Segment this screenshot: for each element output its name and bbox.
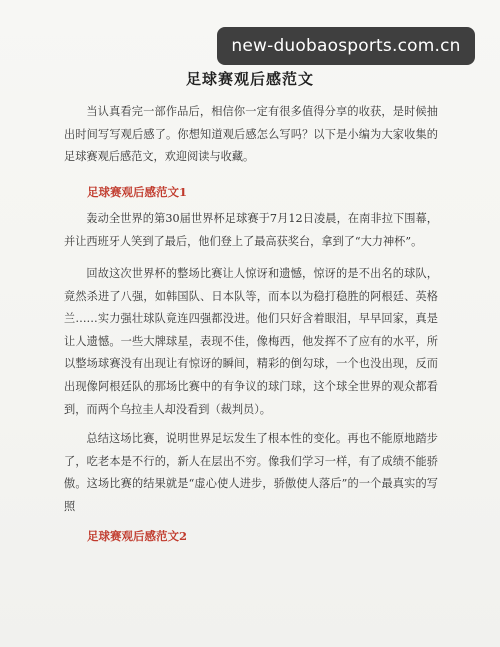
section-1-paragraph-1: 轰动全世界的第30届世界杯足球赛于7月12日凌晨，在南非拉下围幕，并让西班牙人笑到了最后，他们登上了最高获奖台，拿到了“大力神杯”。: [64, 212, 438, 248]
section-heading-2: 足球赛观后感范文2: [87, 529, 188, 543]
page-title: 足球赛观后感范文: [185, 70, 314, 88]
intro-paragraph: 当认真看完一部作品后，相信你一定有很多值得分享的收获，是时候抽出时间写写观后感了。你想知道观后感怎么写吗？以下是小编为大家收集的足球赛观后感范文，欢迎阅读与收藏。: [64, 105, 438, 164]
section-1-paragraph-2: 回故这次世界杯的整场比赛让人惊讶和遗憾，惊讶的是不出名的球队，竟然杀进了八强，如韩国队、日本队等，而本以为稳打稳胜的阿根廷、英格兰……实力强壮球队竟连四强都没进。他们只好含着眼泪，早早回家，真是让人遗憾。一些大牌球星，表现不佳，像梅西，他发挥不了应有的水平，所以整场球赛没有出现让有惊讶的瞬间，精彩的倒勾球，一个也没出现，反而出现像阿根廷队的那场比赛中的有争议的球门球，这个球全世界的观众都看到，而两个乌拉圭人却没看到（裁判员）。: [64, 267, 438, 416]
section-1-paragraph-3: 总结这场比赛，说明世界足坛发生了根本性的变化。再也不能原地踏步了，吃老本是不行的，新人在层出不穷。像我们学习一样，有了成绩不能骄傲。这场比赛的结果就是“虚心使人进步，骄傲使人落后”的一个最真实的写照: [64, 432, 438, 513]
section-heading-1: 足球赛观后感范文1: [87, 185, 188, 199]
watermark-banner: [217, 27, 475, 65]
watermark-text: new-duobaosports.com.cn: [231, 36, 461, 56]
